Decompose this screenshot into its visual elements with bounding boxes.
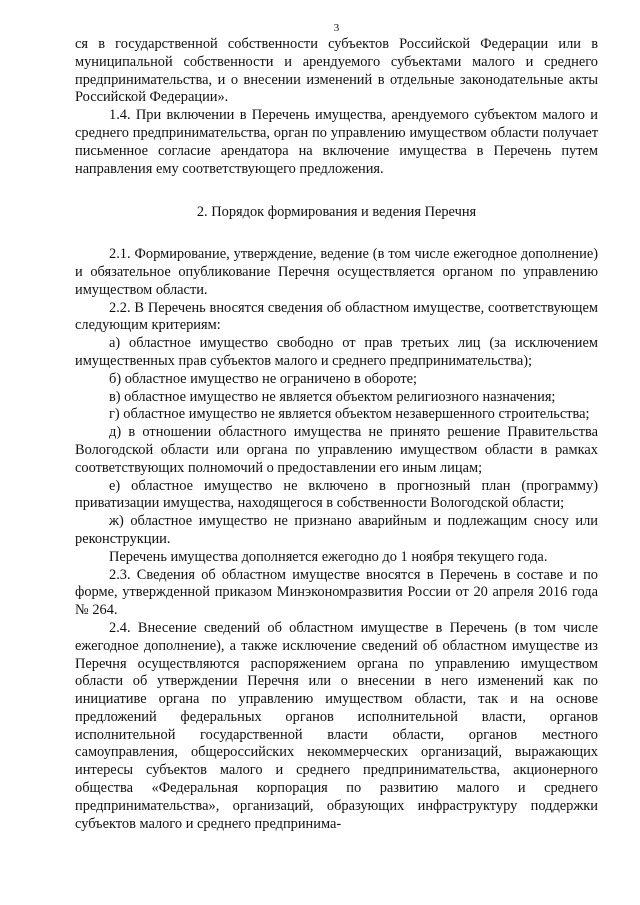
paragraph-2-4: 2.4. Внесение сведений об областном имуществе в Перечень (в том числе ежегодное дополнение), а также исключение сведений об областном имуществе из Перечня осуществляются распоряжением органа по управлению имуществом области об утверждении Перечня или о внесении в него изменений как по инициативе органа по управлению имуществом области, так и на основе предложений федеральных органов исполнительной власти, органов исполнительной государственной власти области, органов местного самоуправления, общероссийских некоммерческих организаций, выражающих интересы субъектов малого и среднего предпринимательства, акционерного общества «Федеральная корпорация по развитию малого и среднего предпринимательства», организаций, образующих инфраструктуру поддержки субъектов малого и среднего предпринима-	[75, 619, 598, 832]
paragraph-continuation: ся в государственной собственности субъектов Российской Федерации или в муниципальной собственности и арендуемого субъектами малого и среднего предпринимательства, и о внесении изменений в отдельные законодательные акты Российской Федерации».	[75, 36, 598, 106]
spacer	[75, 222, 598, 246]
criterion-g: г) областное имущество не является объектом незавершенного строительства;	[109, 406, 590, 423]
spacer	[75, 178, 598, 204]
paragraph-2-1: 2.1. Формирование, утверждение, ведение (в том числе ежегодное дополнение) и обязательное опубликование Перечня осуществляется органом по управлению имуществом области.	[75, 246, 598, 298]
criterion-b: б) областное имущество не ограничено в обороте;	[109, 370, 418, 387]
paragraph-1-4: 1.4. При включении в Перечень имущества, арендуемого субъектом малого и среднего предпринимательства, орган по управлению имуществом области получает письменное согласие арендатора на включение имущества в Перечень путем направления ему соответствующего предложения.	[75, 107, 598, 177]
criterion-zh: ж) областное имущество не признано аварийным и подлежащим сносу или реконструкции.	[75, 513, 598, 547]
criterion-a: а) областное имущество свободно от прав третьих лиц (за исключением имущественных прав субъектов малого и среднего предпринимательства);	[75, 335, 598, 369]
criterion-v: в) областное имущество не является объектом религиозного назначения;	[109, 388, 556, 405]
criterion-d: д) в отношении областного имущества не принято решение Правительства Вологодской области или органа по управлению имуществом области в рамках соответствующих полномочий о предоставлении его иным лицам;	[75, 424, 598, 476]
paragraph-2-3: 2.3. Сведения об областном имуществе вносятся в Перечень в составе и по форме, утвержденной приказом Минэкономразвития России от 20 апреля 2016 года № 264.	[75, 566, 598, 619]
page-number: 3	[333, 22, 340, 34]
paragraph-annual-update: Перечень имущества дополняется ежегодно до 1 ноября текущего года.	[109, 548, 548, 565]
section-heading: 2. Порядок формирования и ведения Перечня	[196, 204, 477, 221]
paragraph-2-2: 2.2. В Перечень вносятся сведения об областном имуществе, соответствующем следующим критериям:	[75, 299, 598, 334]
criterion-e: е) областное имущество не включено в прогнозный план (программу) приватизации имущества, находящегося в собственности Вологодской области;	[75, 477, 598, 512]
